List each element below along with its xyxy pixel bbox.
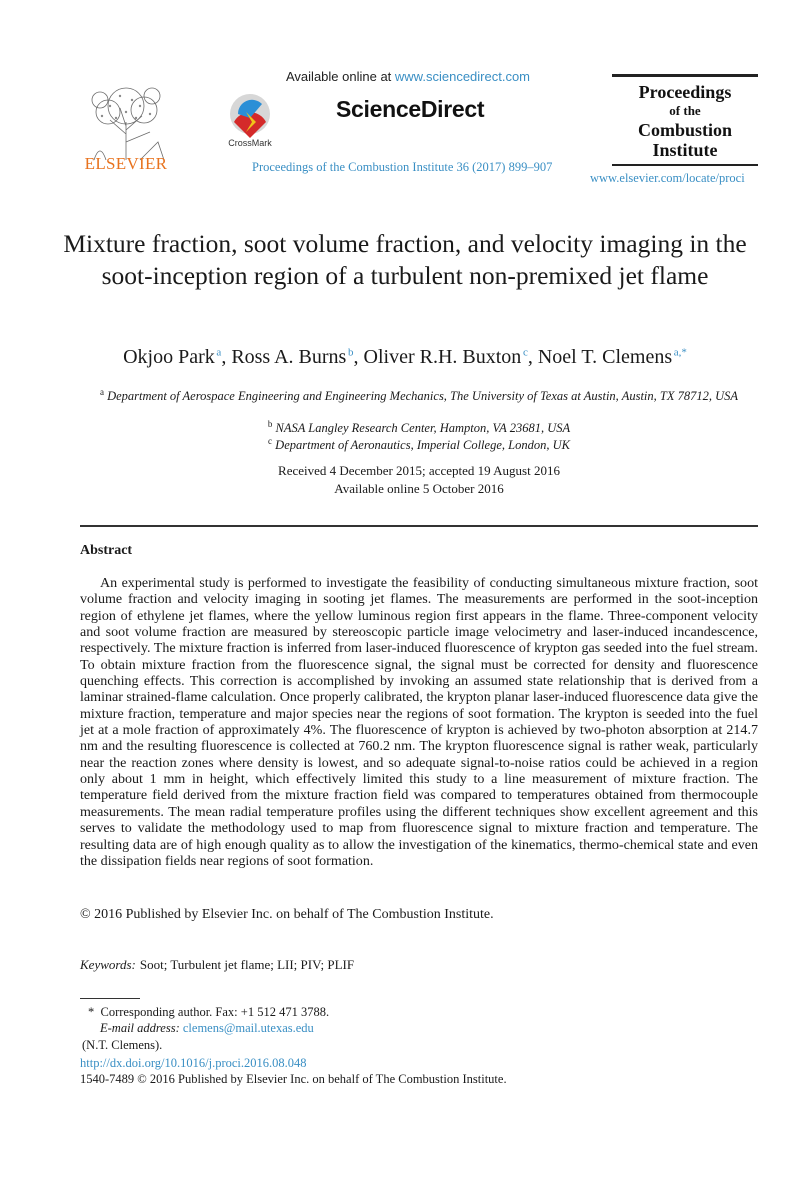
received-dates: Received 4 December 2015; accepted 19 August 2016 [278, 463, 560, 478]
corresponding-author-note [88, 1004, 329, 1020]
asterisk-mark: * [88, 1005, 101, 1019]
journal-box-bottom-rule [612, 164, 758, 166]
journal-box-top-rule [612, 74, 758, 77]
doi-link[interactable]: http://dx.doi.org/10.1016/j.proci.2016.08.048 [80, 1056, 307, 1070]
affiliation-text: Department of Aerospace Engineering and Engineering Mechanics, The University of Texas at Austin, Austin, TX 78712, USA [107, 389, 739, 403]
keywords-label: Keywords: [80, 957, 136, 972]
affiliation [80, 388, 758, 404]
affiliation-mark: a [99, 386, 104, 397]
keywords-list: Soot; Turbulent jet flame; LII; PIV; PLIF [139, 957, 355, 972]
email-note [100, 1020, 314, 1036]
author-list: Okjoo Park $^a$, Ross A. Burns $^b$, Oliver R.H. Buxton $^c$, Noel T. Clemens $^{a,*}$ [123, 346, 687, 368]
journal-title-line4: Institute [652, 140, 718, 160]
journal-citation[interactable]: Proceedings of the Combustion Institute 36 (2017) 899–907 [252, 160, 553, 174]
abstract-heading: Abstract [80, 543, 133, 558]
available-prefix: Available online at [286, 69, 395, 84]
journal-title-line2: of the [669, 103, 701, 118]
journal-homepage-link[interactable]: www.elsevier.com/locate/proci [590, 171, 745, 185]
author-name: Oliver R.H. Buxton [363, 346, 522, 368]
journal-title-line3: Combustion [637, 120, 733, 140]
affiliation [80, 437, 758, 453]
available-online-line [286, 69, 530, 84]
author-affiliation-mark[interactable]: c [522, 346, 528, 359]
section-divider [80, 525, 758, 527]
sciencedirect-link[interactable]: www.sciencedirect.com [394, 69, 531, 84]
affiliation-text: NASA Langley Research Center, Hampton, VA 23681, USA [275, 421, 571, 435]
author-name: Ross A. Burns [231, 346, 347, 368]
corresponding-text: Corresponding author. Fax: +1 512 471 3788. [100, 1005, 330, 1019]
abstract-copyright: © 2016 Published by Elsevier Inc. on behalf of The Combustion Institute. [80, 907, 494, 922]
journal-title-block [612, 82, 758, 160]
affiliation-mark: b [267, 418, 273, 429]
sciencedirect-brand: ScienceDirect [336, 96, 485, 122]
available-online-date: Available online 5 October 2016 [334, 481, 504, 496]
footnote-rule [80, 998, 140, 999]
issn-copyright: 1540-7489 © 2016 Published by Elsevier Inc. on behalf of The Combustion Institute. [80, 1072, 507, 1086]
abstract-body: An experimental study is performed to investigate the feasibility of conducting simultaneous mixture fraction, soot volume fraction and velocity imaging in sooting jet flames. The measurements are performed in the soot-inception region of ethylene jet flames, where the yellow luminous region first appears in the flame. Three-component velocity and soot volume fraction are measured by stereoscopic particle image velocimetry and laser-induced incandescence, respectively. The mixture fraction is inferred from laser-induced fluorescence of krypton gas seeded into the fuel stream. To obtain mixture fraction from the fluorescence signal, the signal must be corrected for density and fluorescence quenching effects. This correction is accomplished by invoking an assumed state relationship that is derived from a laminar strained-flame calculation. Once properly calibrated, the krypton planar laser-induced fluorescence data give the mixture fraction, temperature and major species near the regions of soot formation. The krypton is seeded into the fuel jet at a mole fraction of approximately 4%. The fluorescence of krypton is achieved by two-photon absorption at 214.7 nm and the resulting fluorescence is collected at 760.2 nm. The krypton fluorescence signal is rather weak, particularly near the reaction zones where density is lowest, and so adequate signal-to-noise ratios could be achieved in a region only about 1 mm in height, which effectively limited this study to a line measurement of mixture fraction. The temperature field derived from the mixture fraction field was compared to temperatures obtained from thermocouple measurements. The mean radial temperature profiles using the different techniques show excellent agreement and this serves to validate the methodology used to map from fluorescence signal to mixture fraction and temperature. The resulting data are of high enough quality as to allow the investigation of the kinematics, thermo-chemical state and even the dissipation fields near regions of soot formation. [80, 575, 758, 869]
affiliation [80, 420, 758, 436]
email-label: E-mail address: [100, 1021, 180, 1035]
crossmark-label: CrossMark [228, 138, 272, 148]
author-affiliation-mark[interactable]: a,* [673, 346, 687, 359]
keywords-line [80, 957, 354, 973]
author-affiliation-mark[interactable]: a [216, 346, 222, 359]
article-title: Mixture fraction, soot volume fraction, and velocity imaging in the soot-inception region of a turbulent non-premixed jet flame [63, 229, 747, 290]
affiliation-mark: c [268, 435, 273, 446]
email-owner: (N.T. Clemens). [82, 1038, 163, 1052]
affiliation-text: Department of Aeronautics, Imperial College, London, UK [275, 438, 570, 452]
author-name: Okjoo Park [123, 346, 215, 368]
author-affiliation-mark[interactable]: b [348, 346, 354, 359]
publisher-name: ELSEVIER [84, 154, 168, 173]
journal-title-line1: Proceedings [638, 82, 732, 102]
email-link[interactable]: clemens@mail.utexas.edu [182, 1021, 314, 1035]
author-name: Noel T. Clemens [537, 346, 673, 368]
